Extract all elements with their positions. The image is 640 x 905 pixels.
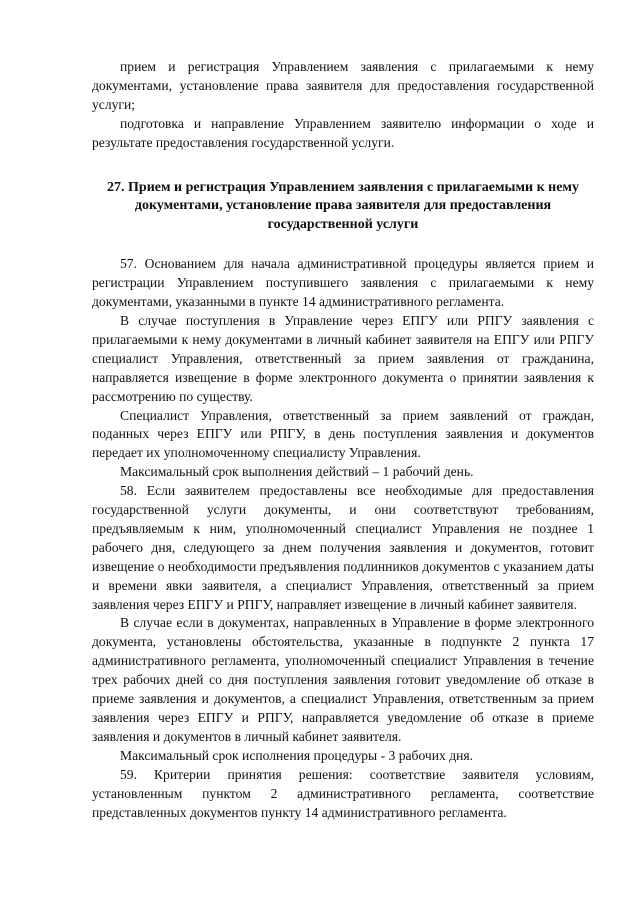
section-heading: 27. Прием и регистрация Управлением заявления с прилагаемыми к нему документами, установление права заявителя для предоставления государственной услуги (107, 179, 579, 233)
paragraph-max-term-3: Максимальный срок исполнения процедуры - 3 рабочих дня. (120, 747, 474, 763)
intro-paragraph-2: подготовка и направление Управлением заявителю информации о ходе и результате предоставления государственной услуги. (92, 115, 594, 150)
paragraph-specialist-transfer: Специалист Управления, ответственный за прием заявлений от граждан, поданных через ЕПГУ или РПГУ, в день поступления заявления и документов передает их уполномоченному специалисту Управления. (92, 407, 594, 461)
intro-paragraph-1: прием и регистрация Управлением заявления с прилагаемыми к нему документами, установление права заявителя для предоставления государственной услуги; (92, 59, 594, 112)
paragraph-59: 59. Критерии принятия решения: соответствие заявителя условиям, установленным пунктом 2 административного регламента, соответствие представленных документов пункту 14 административного регламента. (92, 766, 594, 820)
paragraph-refusal: В случае если в документах, направленных в Управление в форме электронного документа, установлены обстоятельства, указанные в подпункте 2 пункта 17 административного регламента, уполномоченный специалист Управления в течение трех рабочих дней со дня поступления заявления готовит уведомление об отказе в приеме заявления и документов, а специалист Управления, ответственным за прием заявления через ЕПГУ и РПГУ, направляется уведомление об отказе в приеме заявления и документов в личный кабинет заявителя. (92, 615, 594, 744)
paragraph-57: 57. Основанием для начала административной процедуры является прием и регистрации Управлением поступившего заявления с прилагаемыми к нему документами, указанными в пункте 14 административного регламента. (92, 256, 594, 310)
paragraph-max-term-1: Максимальный срок выполнения действий – 1 рабочий день. (120, 464, 474, 480)
document-page (92, 58, 594, 822)
paragraph-58: 58. Если заявителем предоставлены все необходимые для предоставления государственной услуги документы, и они соответствуют требованиям, предъявляемым к ним, уполномоченный специалист Управления не позднее 1 рабочего дня, следующего за днем получения заявления и документов, готовит извещение о необходимости предъявления подлинников документов с указанием даты и времени явки заявителя, а специалист Управления, ответственный за прием заявления через ЕПГУ и РПГУ, направляет извещение в личный кабинет заявителя. (92, 483, 594, 612)
paragraph-epgu-receipt: В случае поступления в Управление через ЕПГУ или РПГУ заявления с прилагаемыми к нему документами в личный кабинет заявителя на ЕПГУ или РПГУ специалист Управления, ответственный за прием заявления от гражданина, направляется извещение в форме электронного документа о принятии заявления к рассмотрению по существу. (92, 312, 594, 404)
